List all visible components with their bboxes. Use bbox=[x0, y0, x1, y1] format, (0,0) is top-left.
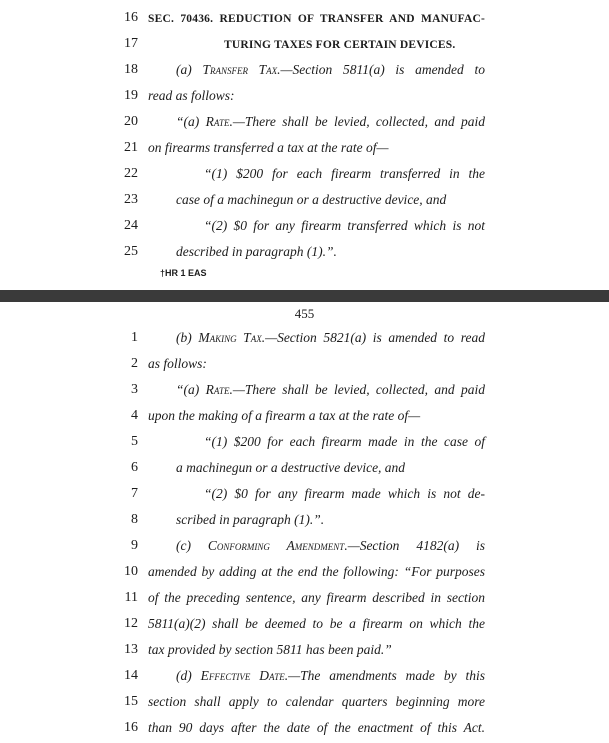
text-run: read as follows: bbox=[148, 88, 235, 103]
text-line bbox=[0, 509, 609, 531]
line-text bbox=[224, 33, 455, 56]
subsection-heading: Conforming Amendment bbox=[207, 538, 345, 553]
text-line bbox=[0, 405, 609, 427]
text-line bbox=[0, 717, 609, 739]
line-text bbox=[204, 215, 485, 237]
text-run: .—Section 4182(a) is bbox=[344, 538, 485, 553]
line-text bbox=[148, 587, 485, 609]
line-text bbox=[148, 85, 235, 107]
text-run: “(2) $0 for any firearm made which is not de- bbox=[204, 486, 485, 501]
line-text bbox=[148, 405, 420, 427]
line-text bbox=[176, 111, 485, 133]
line-number: 18 bbox=[124, 62, 138, 77]
line-number: 11 bbox=[124, 590, 138, 605]
text-line bbox=[0, 215, 609, 237]
page-separator bbox=[0, 290, 609, 302]
line-number: 7 bbox=[131, 486, 138, 501]
text-run: .—Section 5811(a) is amended to bbox=[277, 62, 485, 77]
text-line bbox=[0, 327, 609, 349]
line-number: 15 bbox=[124, 694, 138, 709]
line-text bbox=[176, 665, 485, 687]
text-run: described in paragraph (1).”. bbox=[176, 244, 337, 259]
text-line bbox=[0, 535, 609, 557]
line-text bbox=[176, 457, 405, 479]
text-line bbox=[0, 561, 609, 583]
line-number: 12 bbox=[124, 616, 138, 631]
line-text bbox=[176, 189, 446, 211]
text-run: “(1) $200 for each firearm made in the case of bbox=[204, 434, 485, 449]
line-number: 20 bbox=[124, 114, 138, 129]
text-run: .—Section 5821(a) is amended to read bbox=[261, 330, 485, 345]
text-line bbox=[0, 137, 609, 159]
text-line bbox=[0, 353, 609, 375]
text-run: amended by adding at the end the following: “For purposes bbox=[148, 564, 485, 579]
line-text bbox=[148, 137, 389, 159]
line-number: 16 bbox=[124, 10, 138, 25]
line-number: 21 bbox=[124, 140, 138, 155]
text-line bbox=[0, 691, 609, 713]
text-line bbox=[0, 483, 609, 505]
text-run: scribed in paragraph (1).”. bbox=[176, 512, 325, 527]
text-run: (d) bbox=[176, 668, 201, 683]
line-number: 13 bbox=[124, 642, 138, 657]
text-run: upon the making of a firearm a tax at the rate of— bbox=[148, 408, 421, 423]
bill-footer: †HR 1 EAS bbox=[160, 268, 207, 278]
text-line bbox=[0, 457, 609, 479]
line-number: 1 bbox=[131, 330, 138, 345]
line-number: 9 bbox=[131, 538, 138, 553]
line-number: 23 bbox=[124, 192, 138, 207]
text-run: “(a) bbox=[176, 114, 206, 129]
line-text bbox=[204, 163, 485, 185]
line-number: 8 bbox=[131, 512, 138, 527]
top-page bbox=[0, 0, 609, 290]
text-line bbox=[0, 85, 609, 107]
text-line bbox=[0, 59, 609, 81]
line-text bbox=[176, 327, 485, 349]
text-line bbox=[0, 241, 609, 263]
text-run: (c) bbox=[176, 538, 208, 553]
text-run: section shall apply to calendar quarters beginning more bbox=[148, 694, 485, 709]
section-heading: SEC. 70436. REDUCTION OF TRANSFER AND MANUFAC- bbox=[148, 13, 485, 25]
line-text bbox=[148, 353, 207, 375]
line-number: 22 bbox=[124, 166, 138, 181]
line-text bbox=[176, 509, 324, 531]
line-number: 24 bbox=[124, 218, 138, 233]
line-text bbox=[148, 691, 485, 713]
bottom-page bbox=[0, 302, 609, 743]
subsection-heading: Effective Date bbox=[200, 668, 285, 683]
line-number: 10 bbox=[124, 564, 138, 579]
subsection-heading: Making Tax bbox=[198, 330, 262, 345]
text-run: a machinegun or a destructive device, and bbox=[176, 460, 406, 475]
text-run: “(1) $200 for each firearm transferred in the bbox=[204, 166, 485, 181]
text-run: case of a machinegun or a destructive device, and bbox=[176, 192, 447, 207]
text-line bbox=[0, 7, 609, 29]
text-run: 5811(a)(2) shall be deemed to be a firearm on which the bbox=[148, 616, 485, 631]
text-run: .—There shall be levied, collected, and paid bbox=[229, 382, 485, 397]
text-run: (a) bbox=[176, 62, 203, 77]
text-line bbox=[0, 665, 609, 687]
text-run: than 90 days after the date of the enactment of this Act. bbox=[148, 720, 485, 735]
line-text bbox=[148, 561, 485, 583]
text-line bbox=[0, 111, 609, 133]
text-run: tax provided by section 5811 has been paid.” bbox=[148, 642, 392, 657]
line-number: 5 bbox=[131, 434, 138, 449]
line-text bbox=[176, 379, 485, 401]
line-number: 19 bbox=[124, 88, 138, 103]
subsection-heading: Transfer Tax bbox=[202, 62, 278, 77]
text-run: of the preceding sentence, any firearm described in section bbox=[148, 590, 485, 605]
section-heading: TURING TAXES FOR CERTAIN DEVICES. bbox=[224, 39, 456, 51]
text-line bbox=[0, 613, 609, 635]
text-line bbox=[0, 587, 609, 609]
line-text bbox=[176, 241, 337, 263]
text-run: as follows: bbox=[148, 356, 207, 371]
text-run: .—The amendments made by this bbox=[284, 668, 485, 683]
text-line bbox=[0, 639, 609, 661]
line-text bbox=[148, 639, 392, 661]
line-text bbox=[148, 717, 485, 739]
text-line bbox=[0, 379, 609, 401]
line-number: 6 bbox=[131, 460, 138, 475]
line-text bbox=[204, 483, 485, 505]
page-number: 455 bbox=[294, 306, 315, 321]
line-text bbox=[204, 431, 485, 453]
line-number: 16 bbox=[124, 720, 138, 735]
text-run: (b) bbox=[176, 330, 199, 345]
text-run: .—There shall be levied, collected, and paid bbox=[229, 114, 485, 129]
subsection-heading: Rate bbox=[205, 382, 230, 397]
text-line bbox=[0, 163, 609, 185]
line-text bbox=[176, 59, 485, 81]
line-number: 17 bbox=[124, 36, 138, 51]
text-run: “(a) bbox=[176, 382, 206, 397]
line-number: 25 bbox=[124, 244, 138, 259]
line-number: 3 bbox=[131, 382, 138, 397]
line-number: 2 bbox=[131, 356, 138, 371]
subsection-heading: Rate bbox=[205, 114, 230, 129]
line-number: 14 bbox=[124, 668, 138, 683]
line-number: 4 bbox=[131, 408, 138, 423]
line-text bbox=[148, 613, 485, 635]
text-line bbox=[0, 33, 609, 55]
line-text bbox=[148, 7, 485, 30]
text-run: on firearms transferred a tax at the rate of— bbox=[148, 140, 389, 155]
text-line bbox=[0, 431, 609, 453]
text-line bbox=[0, 189, 609, 211]
text-run: “(2) $0 for any firearm transferred which is not bbox=[204, 218, 485, 233]
line-text bbox=[176, 535, 485, 557]
